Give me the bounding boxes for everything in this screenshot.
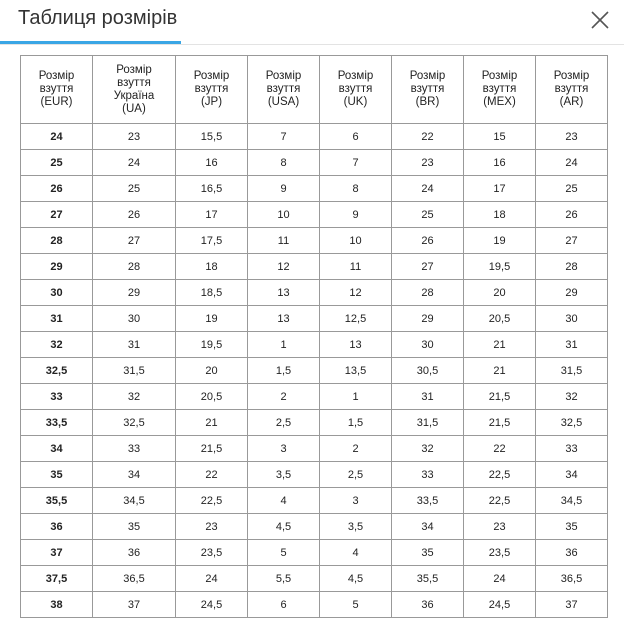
size-cell: 1,5 [248, 358, 320, 384]
table-row [21, 358, 608, 384]
size-cell: 5 [248, 540, 320, 566]
column-header: Розмір взуття (AR) [536, 56, 608, 124]
size-cell: 20 [464, 280, 536, 306]
size-cell: 15 [464, 124, 536, 150]
size-cell: 31 [392, 384, 464, 410]
size-cell: 32 [536, 384, 608, 410]
dialog-header [0, 0, 624, 45]
size-cell: 33,5 [392, 488, 464, 514]
size-cell: 20,5 [464, 306, 536, 332]
column-header: Розмір взуття (EUR) [21, 56, 93, 124]
column-header: Розмір взуття Україна (UA) [93, 56, 176, 124]
size-cell: 25 [392, 202, 464, 228]
size-cell: 34 [392, 514, 464, 540]
eur-size-cell: 33,5 [21, 410, 93, 436]
eur-size-cell: 24 [21, 124, 93, 150]
size-cell: 3,5 [320, 514, 392, 540]
size-cell: 22 [464, 436, 536, 462]
size-cell: 10 [248, 202, 320, 228]
table-body [21, 124, 608, 618]
eur-size-cell: 31 [21, 306, 93, 332]
size-cell: 25 [536, 176, 608, 202]
size-cell: 31,5 [536, 358, 608, 384]
table-row [21, 306, 608, 332]
table-row [21, 384, 608, 410]
size-cell: 21 [464, 332, 536, 358]
eur-size-cell: 30 [21, 280, 93, 306]
size-cell: 18 [176, 254, 248, 280]
size-cell: 26 [392, 228, 464, 254]
size-cell: 24 [93, 150, 176, 176]
size-cell: 22,5 [176, 488, 248, 514]
table-row [21, 150, 608, 176]
table-row [21, 592, 608, 618]
size-cell: 6 [248, 592, 320, 618]
size-cell: 16,5 [176, 176, 248, 202]
size-cell: 7 [320, 150, 392, 176]
size-cell: 23 [93, 124, 176, 150]
eur-size-cell: 35 [21, 462, 93, 488]
size-cell: 9 [320, 202, 392, 228]
size-cell: 28 [536, 254, 608, 280]
column-header: Розмір взуття (UK) [320, 56, 392, 124]
eur-size-cell: 29 [21, 254, 93, 280]
size-cell: 18 [464, 202, 536, 228]
size-cell: 2,5 [248, 410, 320, 436]
size-cell: 26 [536, 202, 608, 228]
size-cell: 24 [176, 566, 248, 592]
eur-size-cell: 34 [21, 436, 93, 462]
size-cell: 34,5 [536, 488, 608, 514]
size-cell: 25 [93, 176, 176, 202]
column-header: Розмір взуття (MEX) [464, 56, 536, 124]
close-button[interactable] [588, 8, 612, 32]
size-cell: 8 [248, 150, 320, 176]
size-cell: 27 [93, 228, 176, 254]
size-cell: 36 [392, 592, 464, 618]
size-cell: 10 [320, 228, 392, 254]
size-cell: 28 [93, 254, 176, 280]
table-header-row [21, 56, 608, 124]
size-cell: 37 [536, 592, 608, 618]
column-header: Розмір взуття (USA) [248, 56, 320, 124]
size-cell: 27 [392, 254, 464, 280]
size-cell: 32,5 [93, 410, 176, 436]
size-cell: 23,5 [176, 540, 248, 566]
size-cell: 9 [248, 176, 320, 202]
size-cell: 15,5 [176, 124, 248, 150]
size-cell: 3 [320, 488, 392, 514]
table-row [21, 176, 608, 202]
size-cell: 17 [176, 202, 248, 228]
size-cell: 23 [464, 514, 536, 540]
table-row [21, 540, 608, 566]
size-cell: 13 [320, 332, 392, 358]
size-cell: 30,5 [392, 358, 464, 384]
size-cell: 35 [536, 514, 608, 540]
table-row [21, 462, 608, 488]
eur-size-cell: 37 [21, 540, 93, 566]
size-cell: 19 [176, 306, 248, 332]
size-cell: 20,5 [176, 384, 248, 410]
size-cell: 13 [248, 306, 320, 332]
size-cell: 4 [248, 488, 320, 514]
size-cell: 33 [536, 436, 608, 462]
size-cell: 1 [248, 332, 320, 358]
size-cell: 16 [176, 150, 248, 176]
table-row [21, 202, 608, 228]
size-cell: 19,5 [176, 332, 248, 358]
eur-size-cell: 37,5 [21, 566, 93, 592]
size-cell: 22,5 [464, 488, 536, 514]
size-cell: 21 [464, 358, 536, 384]
size-cell: 8 [320, 176, 392, 202]
size-cell: 29 [536, 280, 608, 306]
eur-size-cell: 28 [21, 228, 93, 254]
eur-size-cell: 36 [21, 514, 93, 540]
size-cell: 21 [176, 410, 248, 436]
table-row [21, 124, 608, 150]
eur-size-cell: 35,5 [21, 488, 93, 514]
size-cell: 12 [320, 280, 392, 306]
table-row [21, 228, 608, 254]
size-cell: 11 [248, 228, 320, 254]
table-row [21, 436, 608, 462]
size-cell: 32 [392, 436, 464, 462]
size-cell: 2 [248, 384, 320, 410]
size-cell: 35 [392, 540, 464, 566]
size-cell: 31 [536, 332, 608, 358]
size-cell: 11 [320, 254, 392, 280]
table-row [21, 254, 608, 280]
size-cell: 6 [320, 124, 392, 150]
eur-size-cell: 32,5 [21, 358, 93, 384]
eur-size-cell: 26 [21, 176, 93, 202]
size-cell: 36,5 [536, 566, 608, 592]
size-cell: 34 [93, 462, 176, 488]
size-cell: 20 [176, 358, 248, 384]
table-row [21, 514, 608, 540]
size-cell: 18,5 [176, 280, 248, 306]
size-cell: 3,5 [248, 462, 320, 488]
size-cell: 1 [320, 384, 392, 410]
size-cell: 34 [536, 462, 608, 488]
eur-size-cell: 32 [21, 332, 93, 358]
column-header: Розмір взуття (JP) [176, 56, 248, 124]
size-cell: 27 [536, 228, 608, 254]
size-cell: 36,5 [93, 566, 176, 592]
size-cell: 36 [536, 540, 608, 566]
size-cell: 17 [464, 176, 536, 202]
size-table [20, 55, 608, 618]
size-cell: 13,5 [320, 358, 392, 384]
title-underline [0, 41, 181, 44]
size-cell: 24,5 [176, 592, 248, 618]
size-cell: 1,5 [320, 410, 392, 436]
close-icon [588, 8, 612, 32]
size-cell: 33 [93, 436, 176, 462]
size-cell: 28 [392, 280, 464, 306]
table-row [21, 332, 608, 358]
size-cell: 23 [392, 150, 464, 176]
table-row [21, 566, 608, 592]
size-cell: 24 [536, 150, 608, 176]
size-cell: 30 [536, 306, 608, 332]
size-cell: 37 [93, 592, 176, 618]
size-cell: 32,5 [536, 410, 608, 436]
size-cell: 16 [464, 150, 536, 176]
size-table-container [20, 55, 608, 618]
dialog-title: Таблиця розмірів [18, 7, 178, 29]
size-cell: 21,5 [176, 436, 248, 462]
size-cell: 7 [248, 124, 320, 150]
size-cell: 2,5 [320, 462, 392, 488]
size-cell: 35 [93, 514, 176, 540]
size-cell: 29 [93, 280, 176, 306]
size-cell: 12,5 [320, 306, 392, 332]
size-cell: 36 [93, 540, 176, 566]
size-cell: 4 [320, 540, 392, 566]
eur-size-cell: 27 [21, 202, 93, 228]
size-cell: 23,5 [464, 540, 536, 566]
size-cell: 5,5 [248, 566, 320, 592]
size-cell: 19 [464, 228, 536, 254]
size-cell: 21,5 [464, 410, 536, 436]
size-cell: 23 [536, 124, 608, 150]
size-cell: 31,5 [392, 410, 464, 436]
size-cell: 13 [248, 280, 320, 306]
size-cell: 4,5 [248, 514, 320, 540]
table-row [21, 410, 608, 436]
size-cell: 2 [320, 436, 392, 462]
size-cell: 22 [176, 462, 248, 488]
size-cell: 22,5 [464, 462, 536, 488]
size-cell: 23 [176, 514, 248, 540]
size-cell: 35,5 [392, 566, 464, 592]
size-cell: 22 [392, 124, 464, 150]
size-cell: 32 [93, 384, 176, 410]
size-cell: 21,5 [464, 384, 536, 410]
size-cell: 33 [392, 462, 464, 488]
size-cell: 24 [392, 176, 464, 202]
size-cell: 12 [248, 254, 320, 280]
table-row [21, 488, 608, 514]
eur-size-cell: 38 [21, 592, 93, 618]
size-cell: 26 [93, 202, 176, 228]
size-cell: 30 [392, 332, 464, 358]
size-cell: 34,5 [93, 488, 176, 514]
size-cell: 31,5 [93, 358, 176, 384]
size-cell: 17,5 [176, 228, 248, 254]
eur-size-cell: 25 [21, 150, 93, 176]
size-cell: 30 [93, 306, 176, 332]
size-cell: 4,5 [320, 566, 392, 592]
size-cell: 19,5 [464, 254, 536, 280]
eur-size-cell: 33 [21, 384, 93, 410]
column-header: Розмір взуття (BR) [392, 56, 464, 124]
size-cell: 24,5 [464, 592, 536, 618]
size-cell: 24 [464, 566, 536, 592]
size-cell: 29 [392, 306, 464, 332]
size-cell: 31 [93, 332, 176, 358]
size-cell: 5 [320, 592, 392, 618]
size-cell: 3 [248, 436, 320, 462]
table-row [21, 280, 608, 306]
